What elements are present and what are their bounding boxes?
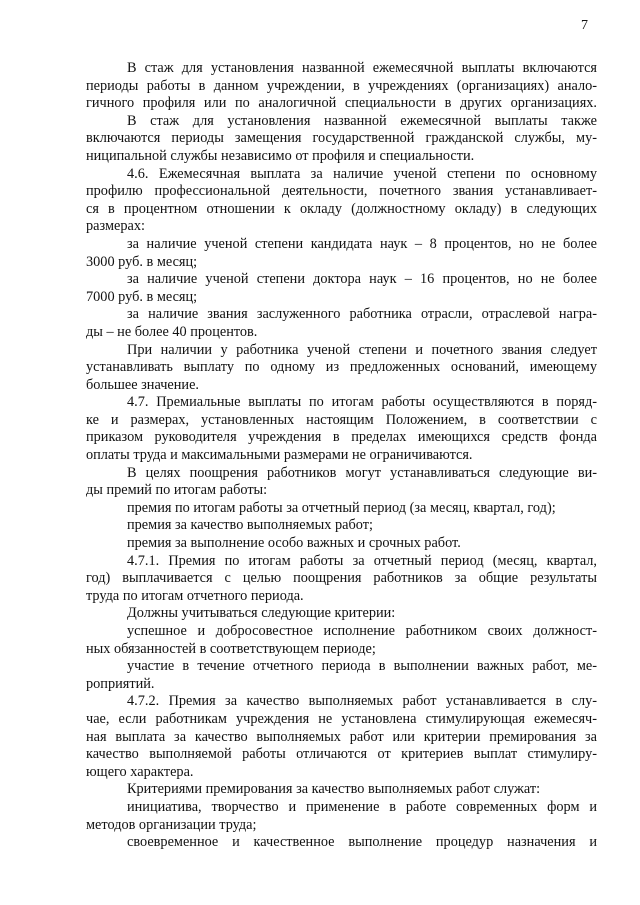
text-line: приказом руководителя учреждения в пределах имеющихся средств фонда (86, 429, 597, 446)
text-line: качество выполняемой работы отличаются от критериев выплат стимулиру- (86, 746, 597, 763)
text-line: 4.6. Ежемесячная выплата за наличие ученой степени по основному (127, 165, 597, 182)
text-line: В стаж для установления названной ежемесячной выплаты включаются (127, 60, 597, 76)
text-line: ная выплата за качество выполняемых работ или критерии премирования за (86, 728, 597, 745)
text-line: премия за выполнение особо важных и срочных работ. (127, 535, 461, 552)
text-line: Критериями премирования за качество выполняемых работ служат: (127, 781, 541, 798)
text-line: оплаты труда и максимальными размерами не ограничиваются. (86, 447, 473, 464)
text-line: гичного профиля или по аналогичной специальности в других организациях. (86, 95, 597, 112)
text-line: ся в процентном отношении к окладу (должностному окладу) в следующих (86, 200, 597, 217)
text-line: ющего характера. (86, 763, 194, 780)
text-line: периоды работы в данном учреждении, в учреждениях (организациях) анало- (86, 77, 597, 94)
text-line: труда по итогам отчетного периода. (86, 587, 304, 604)
text-line: методов организации труда; (86, 816, 257, 833)
text-line: 4.7.1. Премия по итогам работы за отчетный период (месяц, квартал, (127, 552, 597, 569)
text-line: чае, если работникам учреждения не установлена стимулирующая ежемесяч- (86, 710, 597, 727)
text-line: премия по итогам работы за отчетный период (за месяц, квартал, год); (127, 499, 556, 516)
document-body (86, 60, 597, 852)
text-line: своевременное и качественное выполнение процедур назначения и (127, 834, 597, 851)
text-line: размерах: (86, 218, 145, 235)
text-line: роприятий. (86, 675, 155, 692)
text-line: включаются периоды замещения государственной гражданской службы, му- (86, 130, 597, 147)
text-line: 7000 руб. в месяц; (86, 288, 198, 305)
text-line: ды премий по итогам работы: (86, 482, 268, 499)
text-line: профилю профессиональной деятельности, почетного звания устанавливает- (86, 183, 597, 200)
text-line: 3000 руб. в месяц; (86, 253, 198, 270)
text-line: устанавливать выплату по одному из предложенных оснований, имеющему (86, 359, 597, 376)
text-line: большее значение. (86, 376, 199, 393)
page-number: 7 (581, 18, 588, 33)
text-line: успешное и добросовестное исполнение работником своих должност- (127, 623, 597, 639)
text-line: В целях поощрения работников могут устанавливаться следующие ви- (127, 464, 597, 481)
text-line: ке и размерах, установленных настоящим Положением, в соответствии с (86, 411, 597, 428)
text-line: ниципальной службы независимо от профиля и специальности. (86, 147, 475, 164)
text-line: 4.7.2. Премия за качество выполняемых работ устанавливается в слу- (127, 693, 597, 710)
text-line: При наличии у работника ученой степени и почетного звания следует (127, 341, 597, 358)
text-line: 4.7. Премиальные выплаты по итогам работы осуществляются в поряд- (127, 394, 597, 411)
text-line: год) выплачивается с целью поощрения работников за общие результаты (86, 570, 597, 587)
text-line: премия за качество выполняемых работ; (127, 517, 373, 534)
text-line: за наличие ученой степени доктора наук – 16 процентов, но не более (127, 271, 597, 288)
text-line: ных обязанностей в соответствующем периоде; (86, 640, 376, 657)
text-line: ды – не более 40 процентов. (86, 323, 258, 340)
text-line: за наличие звания заслуженного работника отрасли, отраслевой награ- (127, 306, 597, 323)
text-line: Должны учитываться следующие критерии: (127, 605, 396, 622)
text-line: инициатива, творчество и применение в работе современных форм и (127, 798, 597, 815)
text-line: В стаж для установления названной ежемесячной выплаты также (127, 112, 597, 129)
text-line: за наличие ученой степени кандидата наук – 8 процентов, но не более (127, 235, 597, 252)
text-line: участие в течение отчетного периода в выполнении важных работ, ме- (127, 658, 597, 675)
